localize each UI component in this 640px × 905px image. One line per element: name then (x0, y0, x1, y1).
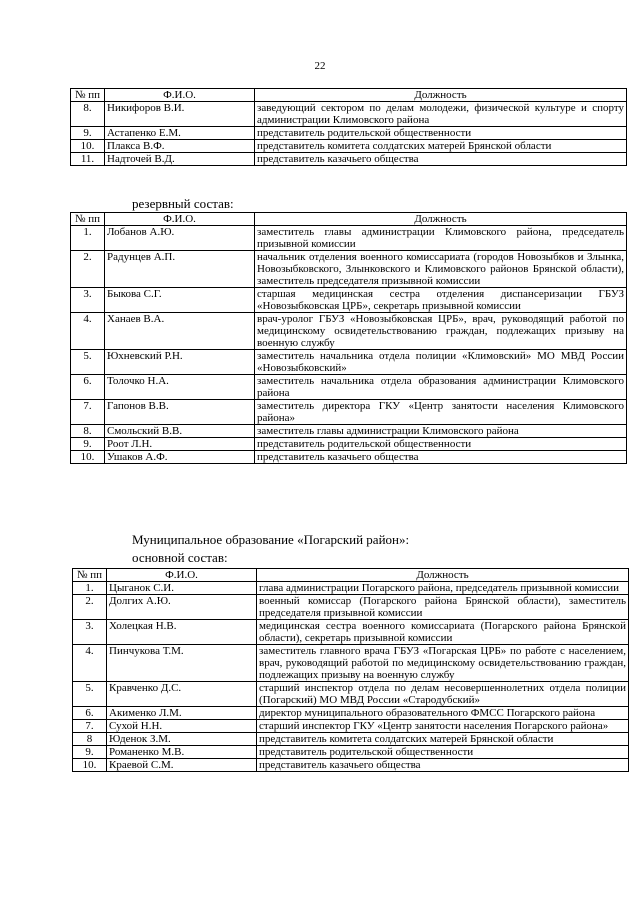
header-num: № пп (71, 89, 105, 102)
header-name: Ф.И.О. (105, 213, 255, 226)
table-row (71, 400, 627, 425)
row-position: заместитель начальника отдела полиции «Климовский» МО МВД России «Новозыбковский» (255, 350, 627, 375)
table-row (73, 720, 629, 733)
row-num: 10. (71, 140, 105, 153)
row-position: заместитель главы администрации Климовского района, председатель призывной комиссии (255, 226, 627, 251)
row-position: медицинская сестра военного комиссариата (Погарского района Брянской области), секретарь призывной комиссии (257, 620, 629, 645)
row-name: Толочко Н.А. (105, 375, 255, 400)
row-name: Сухой Н.Н. (107, 720, 257, 733)
row-position: старший инспектор ГКУ «Центр занятости населения Погарского района» (257, 720, 629, 733)
row-num: 4. (71, 313, 105, 350)
table-header-row (71, 89, 627, 102)
page-number: 22 (314, 60, 326, 72)
row-position: директор муниципального образовательного ФМСС Погарского района (257, 707, 629, 720)
header-position: Должность (255, 213, 627, 226)
row-num: 4. (73, 645, 107, 682)
row-position: глава администрации Погарского района, председатель призывной комиссии (257, 582, 629, 595)
table-row (71, 425, 627, 438)
row-position: представитель родительской общественности (257, 746, 629, 759)
table-row (73, 582, 629, 595)
row-name: Надточей В.Д. (105, 153, 255, 166)
table-header-row (73, 569, 629, 582)
row-name: Холецкая Н.В. (107, 620, 257, 645)
row-position: представитель комитета солдатских матерей Брянской области (257, 733, 629, 746)
row-position: представитель комитета солдатских матерей Брянской области (255, 140, 627, 153)
table-row (73, 595, 629, 620)
row-name: Радунцев А.П. (105, 251, 255, 288)
table-row (71, 288, 627, 313)
row-num: 2. (71, 251, 105, 288)
row-num: 5. (73, 682, 107, 707)
row-num: 1. (71, 226, 105, 251)
reserve-heading: резервный состав: (132, 196, 234, 211)
row-num: 3. (73, 620, 107, 645)
row-position: заведующий сектором по делам молодежи, физической культуре и спорту администрации Климовского района (255, 102, 627, 127)
header-name: Ф.И.О. (105, 89, 255, 102)
row-name: Цыганок С.И. (107, 582, 257, 595)
row-num: 7. (71, 400, 105, 425)
row-name: Акименко Л.М. (107, 707, 257, 720)
row-num: 5. (71, 350, 105, 375)
row-position: заместитель начальника отдела образования администрации Климовского района (255, 375, 627, 400)
row-name: Пинчукова Т.М. (107, 645, 257, 682)
row-num: 8 (73, 733, 107, 746)
table-row (71, 127, 627, 140)
main-composition-heading: основной состав: (132, 550, 228, 565)
header-num: № пп (73, 569, 107, 582)
row-position: военный комиссар (Погарского района Брянской области), заместитель председателя призывной комиссии (257, 595, 629, 620)
row-name: Плакса В.Ф. (105, 140, 255, 153)
row-num: 3. (71, 288, 105, 313)
table-row (73, 746, 629, 759)
reserve-members-table (70, 212, 627, 464)
table-row (73, 733, 629, 746)
row-name: Юхневский Р.Н. (105, 350, 255, 375)
table-row (71, 140, 627, 153)
row-name: Романенко М.В. (107, 746, 257, 759)
row-num: 9. (71, 127, 105, 140)
pogar-members-table (72, 568, 629, 772)
row-name: Никифоров В.И. (105, 102, 255, 127)
row-num: 9. (71, 438, 105, 451)
row-num: 11. (71, 153, 105, 166)
header-num: № пп (71, 213, 105, 226)
row-name: Юденок З.М. (107, 733, 257, 746)
row-position: представитель казачьего общества (255, 451, 627, 464)
header-position: Должность (255, 89, 627, 102)
row-position: представитель родительской общественности (255, 438, 627, 451)
table-row (73, 645, 629, 682)
row-num: 6. (73, 707, 107, 720)
row-num: 8. (71, 425, 105, 438)
row-num: 2. (73, 595, 107, 620)
row-position: старшая медицинская сестра отделения диспансеризации ГБУЗ «Новозыбковская ЦРБ», секретарь призывной комиссии (255, 288, 627, 313)
row-num: 8. (71, 102, 105, 127)
row-num: 7. (73, 720, 107, 733)
row-name: Кравченко Д.С. (107, 682, 257, 707)
table-row (71, 153, 627, 166)
table-row (73, 707, 629, 720)
table-row (71, 438, 627, 451)
row-name: Ушаков А.Ф. (105, 451, 255, 464)
municipal-heading: Муниципальное образование «Погарский район»: (132, 532, 410, 547)
row-num: 10. (71, 451, 105, 464)
row-name: Гапонов В.В. (105, 400, 255, 425)
table-row (71, 226, 627, 251)
row-position: врач-уролог ГБУЗ «Новозыбковская ЦРБ», врач, руководящий работой по медицинскому освидетельствованию граждан, подлежащих призыву на военную службу (255, 313, 627, 350)
row-name: Лобанов А.Ю. (105, 226, 255, 251)
row-name: Астапенко Е.М. (105, 127, 255, 140)
row-name: Долгих А.Ю. (107, 595, 257, 620)
table-row (71, 375, 627, 400)
row-name: Смольский В.В. (105, 425, 255, 438)
members-table-continued (70, 88, 627, 166)
row-position: представитель казачьего общества (255, 153, 627, 166)
row-position: представитель казачьего общества (257, 759, 629, 772)
row-num: 1. (73, 582, 107, 595)
table-row (73, 682, 629, 707)
row-position: начальник отделения военного комиссариата (городов Новозыбков и Злынка, Новозыбковского, Злынковского и Климовского районов Брянской области), заместитель председателя призывной комиссии (255, 251, 627, 288)
header-name: Ф.И.О. (107, 569, 257, 582)
table-row (71, 350, 627, 375)
table-row (73, 620, 629, 645)
row-name: Роот Л.Н. (105, 438, 255, 451)
table-row (71, 251, 627, 288)
row-name: Краевой С.М. (107, 759, 257, 772)
table-row (71, 451, 627, 464)
row-num: 9. (73, 746, 107, 759)
row-num: 10. (73, 759, 107, 772)
row-name: Ханаев В.А. (105, 313, 255, 350)
row-position: заместитель главного врача ГБУЗ «Погарская ЦРБ» по работе с населением, врач, руководящий работой по медицинскому освидетельствованию граждан, подлежащих призыву на военную службу (257, 645, 629, 682)
row-position: представитель родительской общественности (255, 127, 627, 140)
header-position: Должность (257, 569, 629, 582)
row-position: старший инспектор отдела по делам несовершеннолетних отдела полиции (Погарский) МО МВД России «Стародубский» (257, 682, 629, 707)
row-position: заместитель главы администрации Климовского района (255, 425, 627, 438)
table-row (73, 759, 629, 772)
table-row (71, 102, 627, 127)
table-header-row (71, 213, 627, 226)
table-row (71, 313, 627, 350)
row-name: Быкова С.Г. (105, 288, 255, 313)
row-position: заместитель директора ГКУ «Центр занятости населения Климовского района» (255, 400, 627, 425)
row-num: 6. (71, 375, 105, 400)
